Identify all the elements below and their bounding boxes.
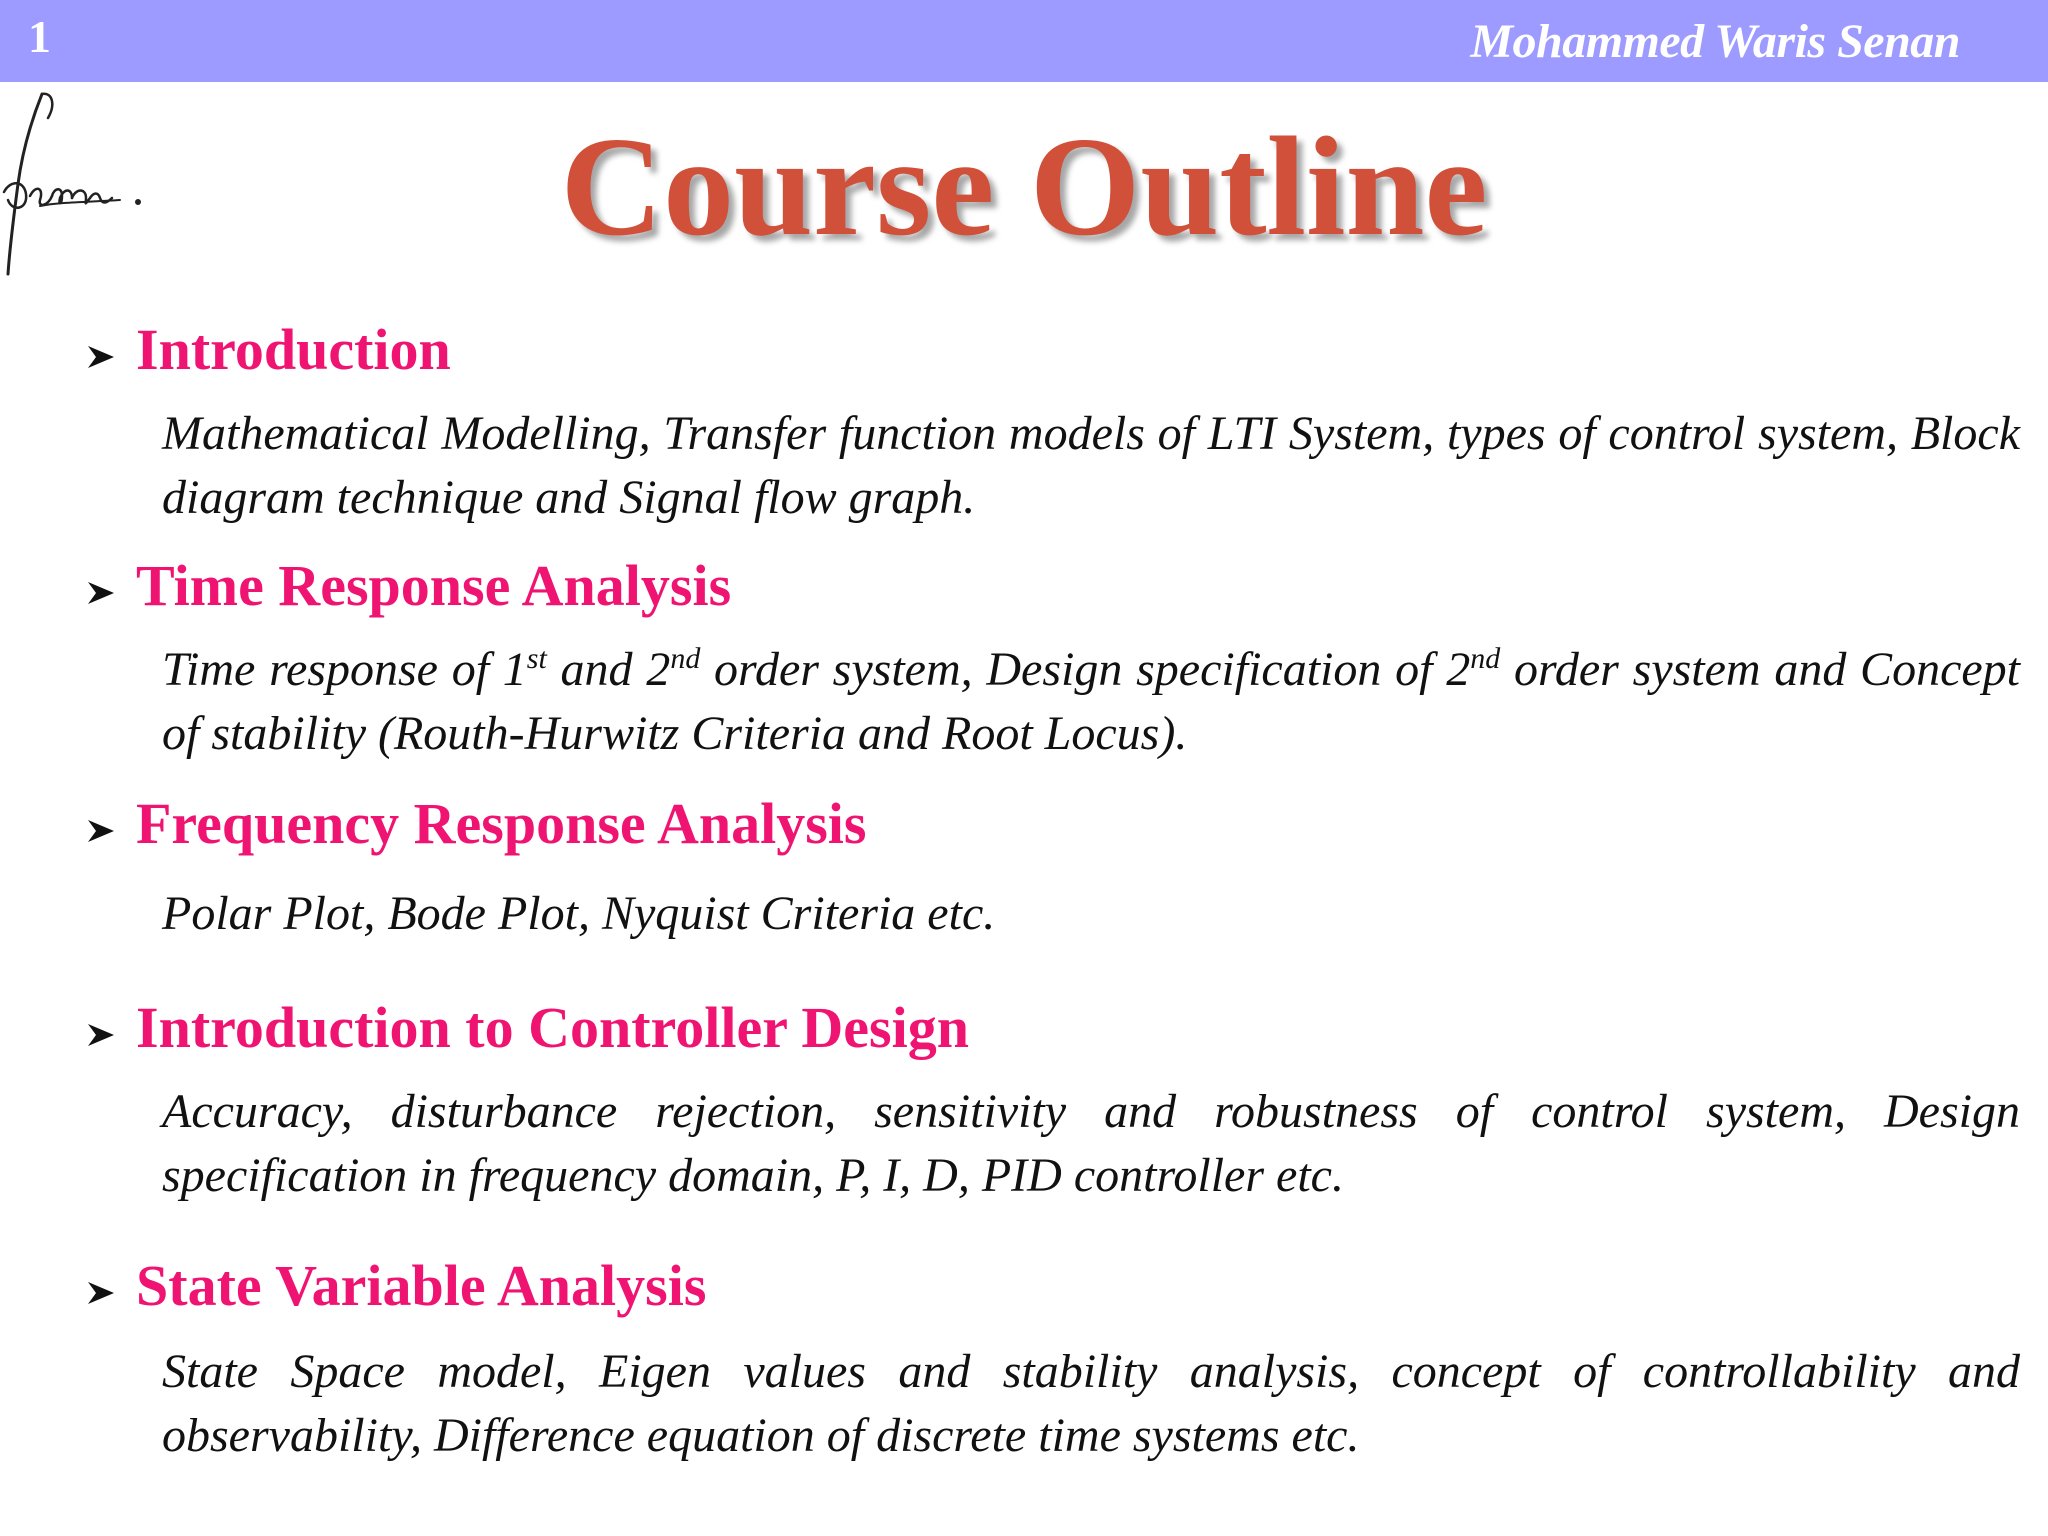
topic-heading: State Variable Analysis — [136, 1253, 707, 1318]
desc-text: order system and Concept of stability (Routh-Hurwitz Criteria and Root Locus). — [162, 643, 2021, 760]
slide-number: 1 — [28, 11, 51, 62]
topic-description: Mathematical Modelling, Transfer function models of LTI System, types of control system, Block diagram technique and Signal flow graph. — [162, 407, 2020, 524]
arrow-bullet-icon — [84, 340, 118, 374]
topic-heading: Frequency Response Analysis — [136, 791, 867, 856]
ordinal-suffix: st — [526, 642, 547, 675]
arrow-bullet-icon — [84, 576, 118, 610]
topic-heading: Introduction — [136, 317, 451, 382]
topic-heading: Introduction to Controller Design — [136, 995, 969, 1060]
topic-description: State Space model, Eigen values and stability analysis, concept of controllability and observability, Difference equation of discrete time systems etc. — [162, 1345, 2020, 1462]
ordinal-suffix: nd — [670, 642, 701, 675]
topic-description — [162, 638, 2020, 766]
header-bar — [0, 0, 2048, 82]
topic-heading: Time Response Analysis — [136, 553, 732, 618]
topic-description: Accuracy, disturbance rejection, sensitivity and robustness of control system, Design specification in frequency domain, P, I, D, PID controller etc. — [162, 1085, 2020, 1202]
arrow-bullet-icon — [84, 814, 118, 848]
author-name: Mohammed Waris Senan — [1470, 15, 1960, 68]
arrow-bullet-icon — [84, 1018, 118, 1052]
desc-text: Time response of 1 — [162, 643, 527, 696]
ordinal-suffix: nd — [1470, 642, 1501, 675]
desc-text: order system, Design specification of 2 — [700, 643, 1471, 696]
desc-text: and 2 — [546, 643, 671, 696]
topic-description: Polar Plot, Bode Plot, Nyquist Criteria etc. — [162, 887, 996, 940]
arrow-bullet-icon — [84, 1276, 118, 1310]
page-title: Course Outline — [560, 107, 1488, 265]
